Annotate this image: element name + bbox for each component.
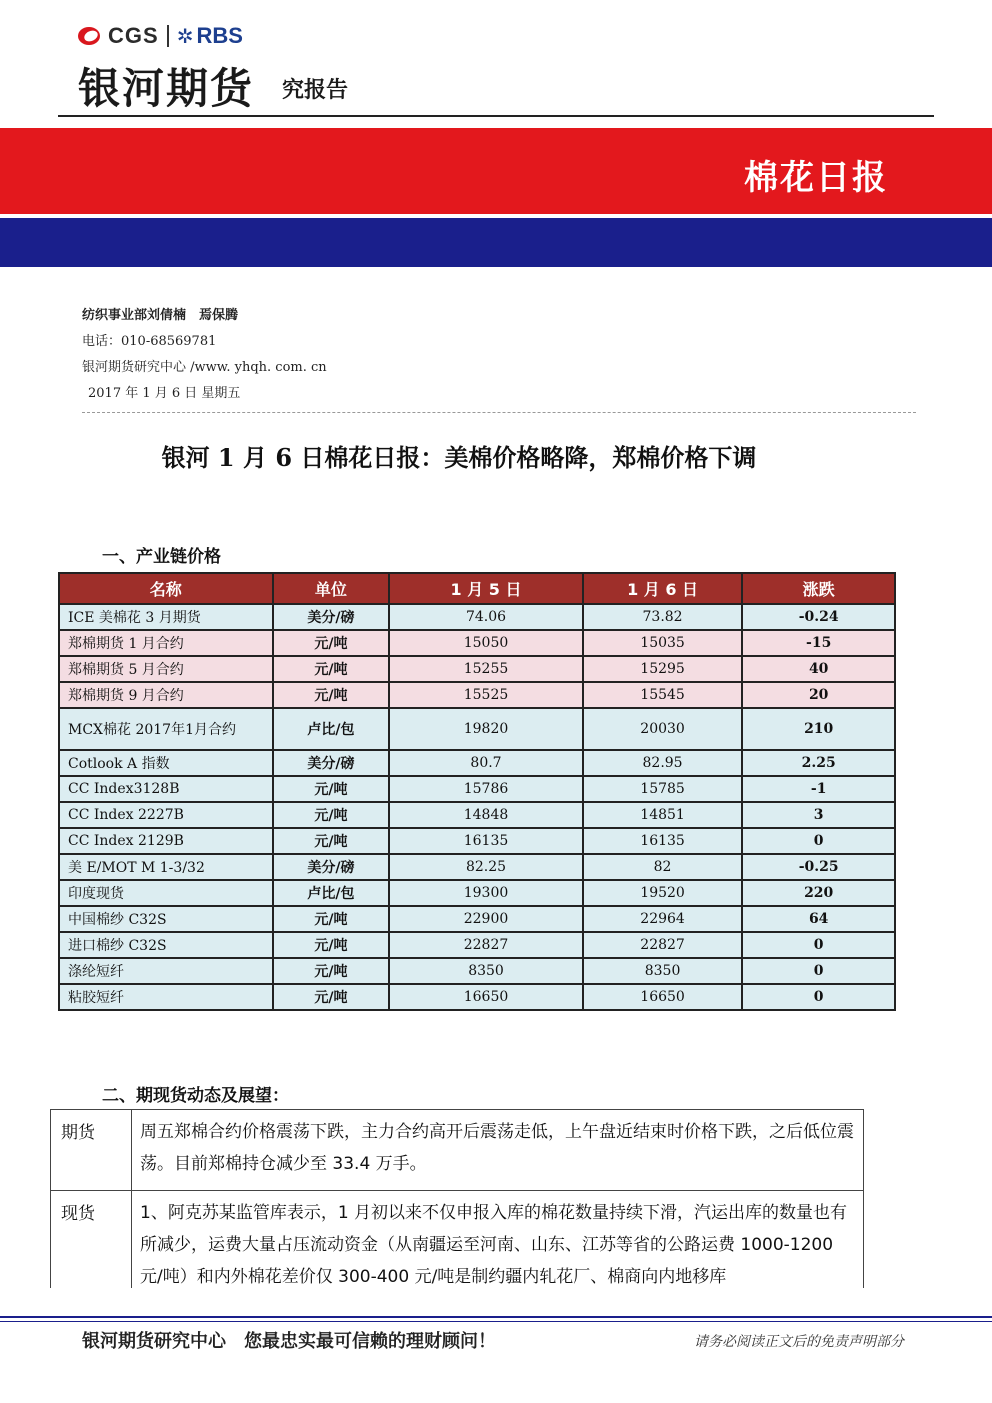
cell-prev: 15525 [389,682,582,708]
blue-banner [0,218,992,267]
author-site: 银河期货研究中心 /www. yhqh. com. cn [82,360,327,375]
cell-curr: 15295 [583,656,743,682]
cell-change: 64 [742,906,895,932]
spot-label: 现货 [51,1191,132,1289]
cell-unit: 卢比/包 [273,708,390,750]
commentary-table [50,1109,864,1288]
author-phone: 电话：010-68569781 [82,334,217,349]
cell-unit: 卢比/包 [273,880,390,906]
cell-curr: 16135 [583,828,743,854]
cell-unit: 元/吨 [273,958,390,984]
cell-unit: 美分/磅 [273,604,390,630]
cell-prev: 19820 [389,708,582,750]
dashed-divider [82,412,916,413]
footer-rule [0,1316,992,1318]
table-row [59,776,895,802]
futures-text: 周五郑棉合约价格震荡下跌，主力合约高开后震荡走低，上午盘近结束时价格下跌，之后低位震荡。目前郑棉持仓减少至 33.4 万手。 [132,1110,864,1191]
report-banner [0,128,992,214]
spot-text: 1、阿克苏某监管库表示，1 月初以来不仅申报入库的棉花数量持续下滑，汽运出库的数量也有所减少，运费大量占压流动资金（从南疆运至河南、山东、江苏等省的公路运费 1000-1200 元/吨）和内外棉花差价仅 300-400 元/吨是制约疆内轧花厂、棉商向内地移库 [132,1191,864,1289]
cell-curr: 19520 [583,880,743,906]
table-row [59,630,895,656]
cell-name: 粘胶短纤 [59,984,273,1010]
footer-slogan: 银河期货研究中心 您最忠实最可信赖的理财顾问！ [82,1331,496,1352]
cell-unit: 元/吨 [273,932,390,958]
cell-curr: 82.95 [583,750,743,776]
report-date: 2017 年 1 月 6 日 星期五 [88,386,241,401]
price-table [58,572,896,1011]
cell-curr: 22964 [583,906,743,932]
cell-unit: 元/吨 [273,656,390,682]
cell-prev: 15255 [389,656,582,682]
cell-unit: 元/吨 [273,906,390,932]
cell-unit: 元/吨 [273,682,390,708]
cell-prev: 14848 [389,802,582,828]
section1-heading: 一、产业链价格 [102,547,221,567]
cell-name: 印度现货 [59,880,273,906]
cell-prev: 15786 [389,776,582,802]
cell-prev: 15050 [389,630,582,656]
logo-row [78,22,243,50]
cell-prev: 22827 [389,932,582,958]
table-header-row [59,573,895,604]
cell-change: 220 [742,880,895,906]
cell-unit: 元/吨 [273,630,390,656]
cell-name: MCX棉花 2017年1月合约 [59,708,273,750]
cell-unit: 元/吨 [273,776,390,802]
col-header-change: 涨跌 [742,573,895,604]
author-names: 纺织事业部刘倩楠 焉保腾 [82,308,239,323]
cell-unit: 元/吨 [273,802,390,828]
table-row [59,906,895,932]
cell-prev: 16650 [389,984,582,1010]
futures-label: 期货 [51,1110,132,1191]
cell-name: 郑棉期货 5 月合约 [59,656,273,682]
cell-change: -1 [742,776,895,802]
col-header-name: 名称 [59,573,273,604]
cell-prev: 19300 [389,880,582,906]
cell-prev: 80.7 [389,750,582,776]
cell-curr: 73.82 [583,604,743,630]
table-row [59,854,895,880]
cell-change: 20 [742,682,895,708]
cell-name: CC Index 2129B [59,828,273,854]
cell-name: 中国棉纱 C32S [59,906,273,932]
cell-change: -0.24 [742,604,895,630]
cell-unit: 元/吨 [273,828,390,854]
cell-name: CC Index3128B [59,776,273,802]
cell-name: 郑棉期货 1 月合约 [59,630,273,656]
table-row [51,1191,864,1289]
section2-heading: 二、期现货动态及展望： [102,1086,289,1106]
rbs-logo-icon: ✲ [176,24,194,48]
cell-prev: 22900 [389,906,582,932]
table-row [59,828,895,854]
rbs-logo-text: RBS [196,23,243,48]
footer-rule-thin [0,1321,992,1322]
table-row [59,984,895,1010]
cell-change: -0.25 [742,854,895,880]
cell-change: -15 [742,630,895,656]
table-row [59,656,895,682]
table-row [59,708,895,750]
cell-name: ICE 美棉花 3 月期货 [59,604,273,630]
cell-prev: 8350 [389,958,582,984]
cell-curr: 15785 [583,776,743,802]
cell-change: 40 [742,656,895,682]
report-title: 银河 1 月 6 日棉花日报：美棉价格略降，郑棉价格下调 [161,443,757,472]
cell-curr: 15035 [583,630,743,656]
cell-curr: 16650 [583,984,743,1010]
table-row [59,880,895,906]
cell-unit: 元/吨 [273,984,390,1010]
cell-curr: 15545 [583,682,743,708]
cell-change: 0 [742,958,895,984]
cell-curr: 82 [583,854,743,880]
cell-curr: 14851 [583,802,743,828]
cell-curr: 22827 [583,932,743,958]
col-header-curr: 1 月 6 日 [583,573,743,604]
cell-change: 3 [742,802,895,828]
brand-subtitle: 究报告 [282,78,349,103]
cell-name: 进口棉纱 C32S [59,932,273,958]
cell-change: 0 [742,984,895,1010]
table-row [59,750,895,776]
cell-prev: 16135 [389,828,582,854]
cell-name: 美 E/MOT M 1-3/32 [59,854,273,880]
cgs-logo-text: CGS [108,23,159,48]
header-rule [58,115,934,117]
table-row [59,802,895,828]
cell-unit: 美分/磅 [273,750,390,776]
cell-change: 210 [742,708,895,750]
cell-curr: 20030 [583,708,743,750]
cell-change: 0 [742,932,895,958]
cell-unit: 美分/磅 [273,854,390,880]
cell-prev: 82.25 [389,854,582,880]
cell-change: 0 [742,828,895,854]
col-header-prev: 1 月 5 日 [389,573,582,604]
col-header-unit: 单位 [273,573,390,604]
commentary-panel [50,1109,866,1288]
table-row [59,932,895,958]
cell-name: Cotlook A 指数 [59,750,273,776]
report-type: 棉花日报 [744,158,888,198]
cgs-logo-icon [78,25,104,47]
table-row [59,682,895,708]
cell-change: 2.25 [742,750,895,776]
cell-name: 郑棉期货 9 月合约 [59,682,273,708]
cell-prev: 74.06 [389,604,582,630]
logo-divider [167,25,169,47]
table-row [59,958,895,984]
brand-name: 银河期货 [78,64,255,113]
table-row [59,604,895,630]
footer-disclaimer: 请务必阅读正文后的免责声明部分 [694,1334,904,1350]
cell-name: CC Index 2227B [59,802,273,828]
cell-name: 涤纶短纤 [59,958,273,984]
table-row [51,1110,864,1191]
cell-curr: 8350 [583,958,743,984]
